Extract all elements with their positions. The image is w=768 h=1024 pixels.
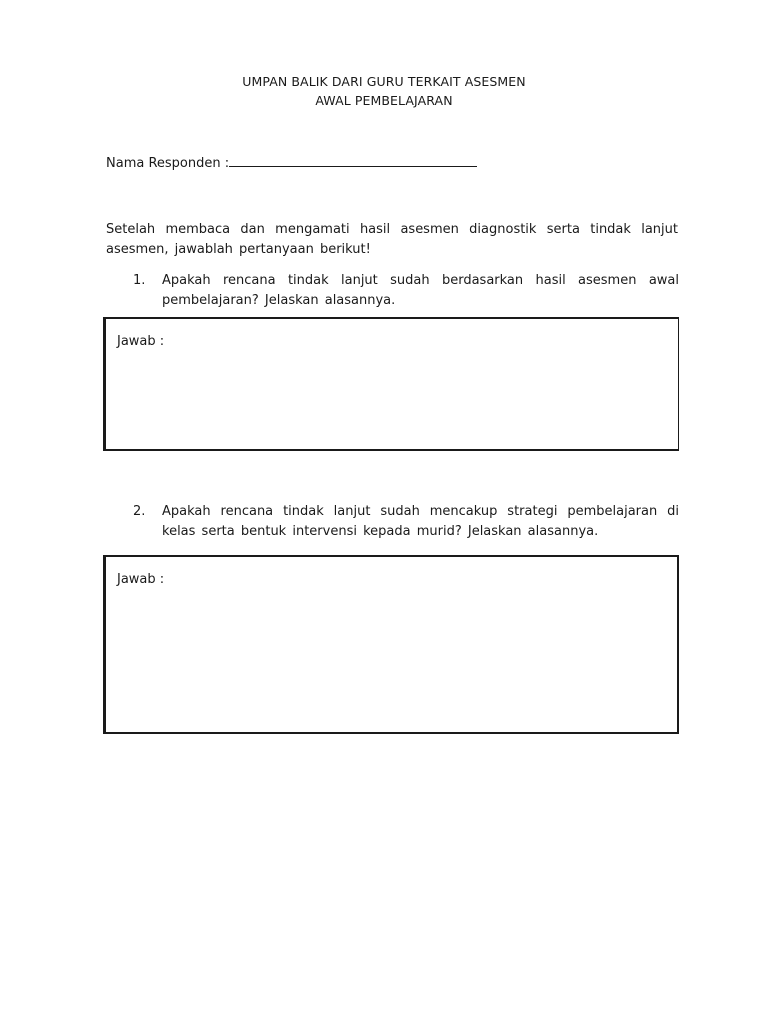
respondent-name-row [106, 153, 477, 171]
answer-label: Jawab : [117, 334, 165, 349]
answer-box-1[interactable] [103, 317, 679, 451]
answer-box-2[interactable] [103, 555, 679, 734]
question-text: Apakah rencana tindak lanjut sudah berdasarkan hasil asesmen awal pembelajaran? Jelaskan alasannya. [162, 273, 679, 308]
question-1 [133, 271, 679, 311]
title-line-1: UMPAN BALIK DARI GURU TERKAIT ASESMEN [242, 74, 526, 89]
question-number: 2. [133, 504, 146, 519]
question-2 [133, 502, 679, 542]
instructions-paragraph: Setelah membaca dan mengamati hasil asesmen diagnostik serta tindak lanjut asesmen, jawablah pertanyaan berikut! [106, 222, 678, 257]
title-line-2: AWAL PEMBELAJARAN [315, 93, 453, 108]
answer-label: Jawab : [117, 572, 165, 587]
question-number: 1. [133, 273, 146, 288]
respondent-name-field[interactable] [229, 153, 477, 167]
respondent-label: Nama Responden : [106, 156, 230, 171]
document-title [0, 72, 768, 110]
question-text: Apakah rencana tindak lanjut sudah mencakup strategi pembelajaran di kelas serta bentuk intervensi kepada murid? Jelaskan alasannya. [162, 504, 679, 539]
